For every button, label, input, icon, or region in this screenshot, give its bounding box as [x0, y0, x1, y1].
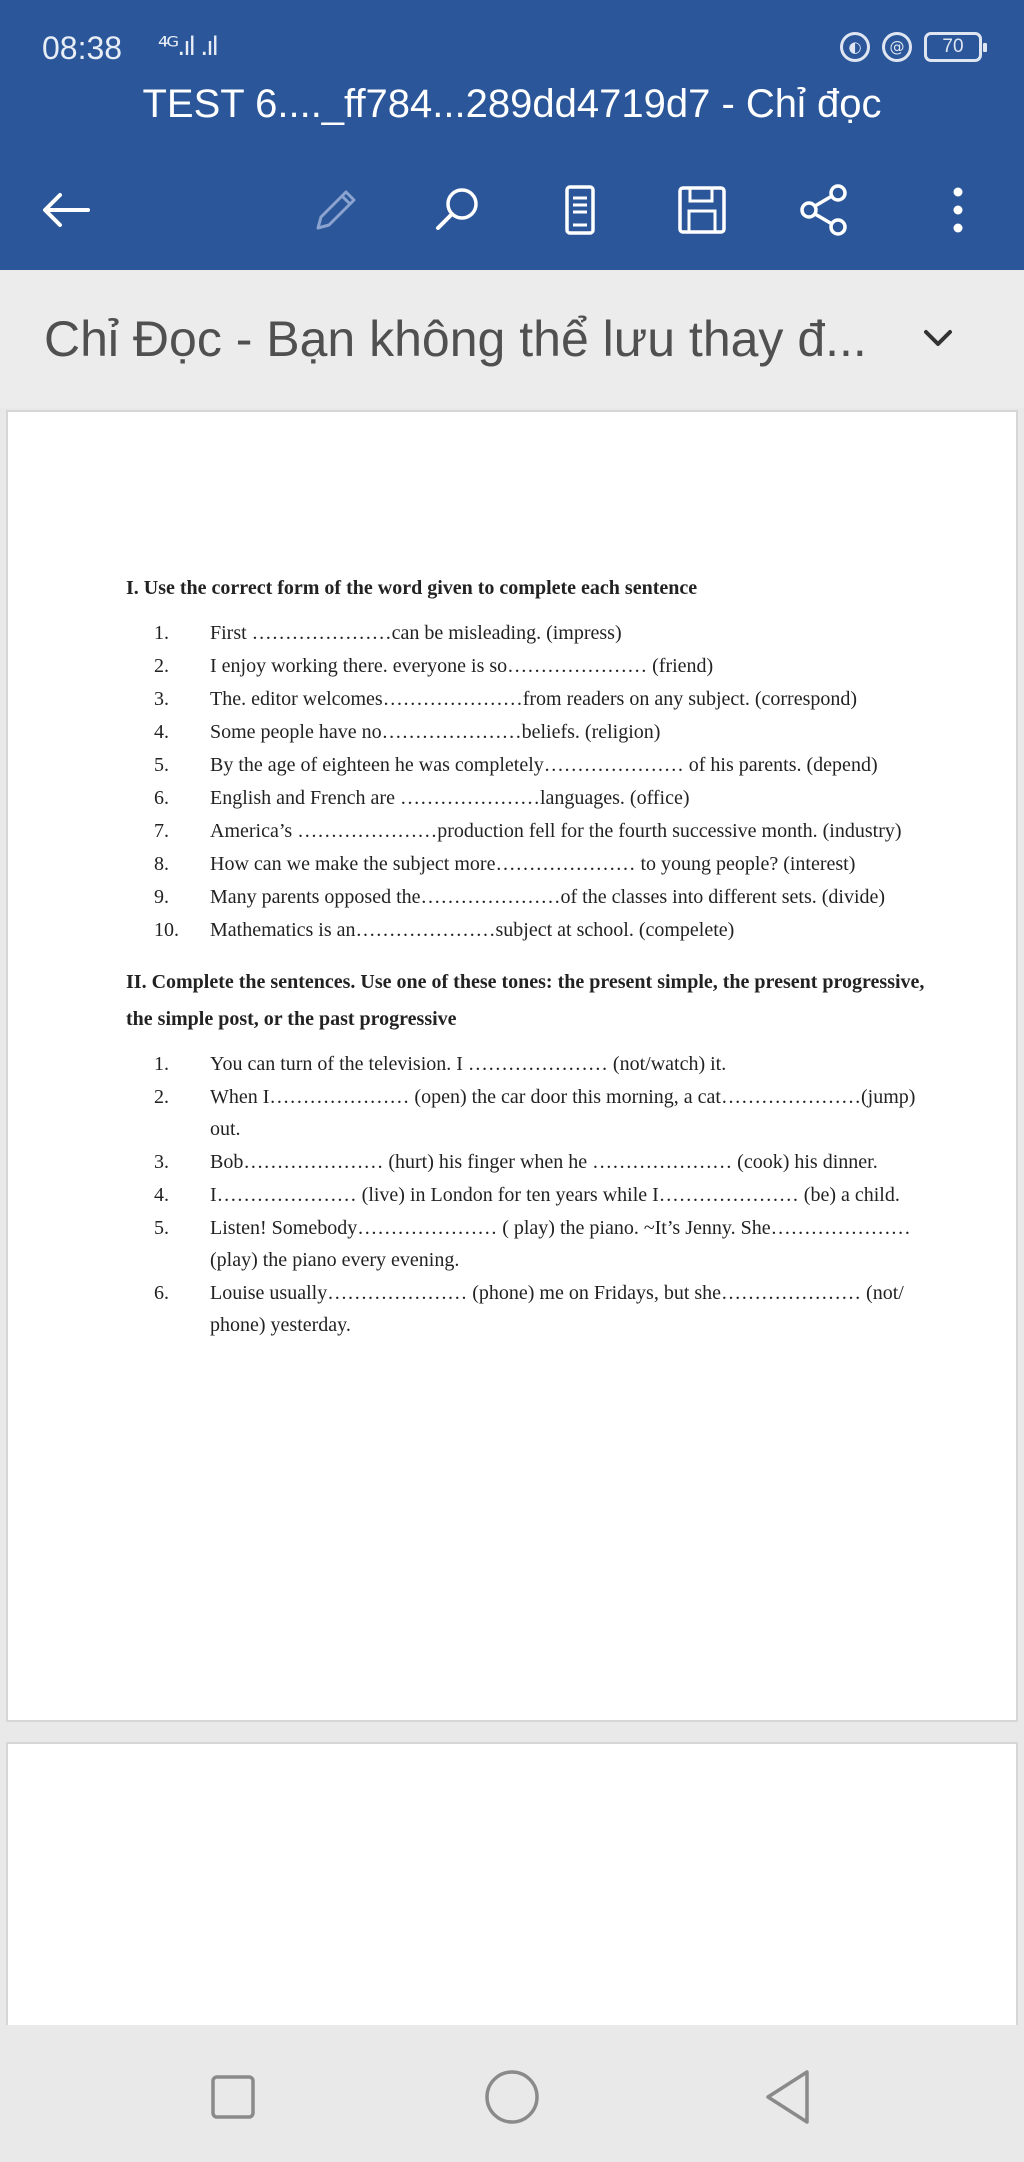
item-number: 6. [154, 787, 169, 809]
item-text: You can turn of the television. I ………………… (not/watch) it. [210, 1053, 727, 1075]
list-item [126, 848, 926, 880]
item-text: First …………………can be misleading. (impress) [210, 622, 622, 644]
document-body [126, 570, 926, 1342]
item-number: 1. [154, 622, 169, 644]
list-item [126, 1277, 926, 1341]
list-item [126, 815, 926, 847]
save-icon[interactable] [662, 170, 742, 250]
item-text: When I………………… (open) the car door this morning, a cat…………………(jump) out. [210, 1086, 916, 1140]
system-nav-bar [0, 2025, 1024, 2162]
list-item [126, 716, 926, 748]
document-page[interactable] [6, 410, 1018, 1722]
status-time: 08:38 [42, 30, 123, 66]
lock-rotation-icon: @ [882, 32, 912, 62]
item-number: 1. [154, 1053, 169, 1075]
list-item [126, 650, 926, 682]
more-icon[interactable] [906, 170, 986, 250]
list-item [126, 1081, 926, 1145]
item-number: 2. [154, 1086, 169, 1108]
section2-list [126, 1048, 926, 1341]
item-text: Mathematics is an…………………subject at school. (compelete) [210, 919, 735, 941]
search-icon[interactable] [418, 170, 498, 250]
item-text: Louise usually………………… (phone) me on Fridays, but she………………… (not/ phone) yesterday. [210, 1282, 904, 1336]
list-item [126, 749, 926, 781]
item-text: Some people have no…………………beliefs. (religion) [210, 721, 661, 743]
item-number: 2. [154, 655, 169, 677]
item-text: Bob………………… (hurt) his finger when he ………………… (cook) his dinner. [210, 1151, 878, 1173]
item-text: I………………… (live) in London for ten years while I………………… (be) a child. [210, 1184, 900, 1206]
item-number: 10. [154, 919, 179, 941]
reading-view-icon[interactable] [540, 170, 620, 250]
list-item [126, 617, 926, 649]
item-text: I enjoy working there. everyone is so………………… (friend) [210, 655, 714, 677]
list-item [126, 1179, 926, 1211]
back-icon[interactable] [750, 2057, 830, 2137]
share-icon[interactable] [784, 170, 864, 250]
home-icon[interactable] [472, 2057, 552, 2137]
item-number: 5. [154, 1217, 169, 1239]
item-number: 3. [154, 688, 169, 710]
item-number: 6. [154, 1282, 169, 1304]
item-text: English and French are …………………languages. (office) [210, 787, 690, 809]
data-saver-icon: ◐ [840, 32, 870, 62]
item-number: 4. [154, 1184, 169, 1206]
section1-list [126, 617, 926, 946]
chevron-down-icon[interactable] [908, 308, 968, 368]
item-text: Listen! Somebody………………… ( play) the piano. ~It’s Jenny. She………………… (play) the piano every evening. [210, 1217, 911, 1271]
list-item [126, 881, 926, 913]
section2-heading: II. Complete the sentences. Use one of these tones: the present simple, the present progressive, the simple post, or the past progressive [126, 971, 925, 1030]
item-number: 5. [154, 754, 169, 776]
banner-text: Chỉ Đọc - Bạn không thể lưu thay đ... [44, 311, 867, 367]
item-number: 4. [154, 721, 169, 743]
toolbar [0, 170, 1024, 250]
list-item [126, 782, 926, 814]
battery-icon: 70 [924, 32, 982, 62]
item-text: The. editor welcomes…………………from readers on any subject. (correspond) [210, 688, 858, 710]
item-number: 7. [154, 820, 169, 842]
item-text: America’s …………………production fell for the fourth successive month. (industry) [210, 820, 902, 842]
pencil-icon[interactable] [296, 170, 376, 250]
item-number: 9. [154, 886, 169, 908]
recent-apps-icon[interactable] [193, 2057, 273, 2137]
list-item [126, 1212, 926, 1276]
item-text: Many parents opposed the…………………of the classes into different sets. (divide) [210, 886, 886, 908]
list-item [126, 914, 926, 946]
item-number: 8. [154, 853, 169, 875]
item-text: By the age of eighteen he was completely………………… of his parents. (depend) [210, 754, 878, 776]
document-title: TEST 6...._ff784...289dd4719d7 - Chỉ đọc [142, 82, 882, 126]
item-text: How can we make the subject more………………… to young people? (interest) [210, 853, 856, 875]
back-arrow-icon[interactable] [26, 170, 106, 250]
list-item [126, 1146, 926, 1178]
list-item [126, 1048, 926, 1080]
item-number: 3. [154, 1151, 169, 1173]
list-item [126, 683, 926, 715]
read-only-banner[interactable] [0, 270, 1024, 408]
section1-heading: I. Use the correct form of the word given to complete each sentence [126, 577, 698, 599]
app-header [0, 0, 1024, 270]
signal-icon: ⁴ᴳ.ıl .ıl [158, 32, 217, 62]
